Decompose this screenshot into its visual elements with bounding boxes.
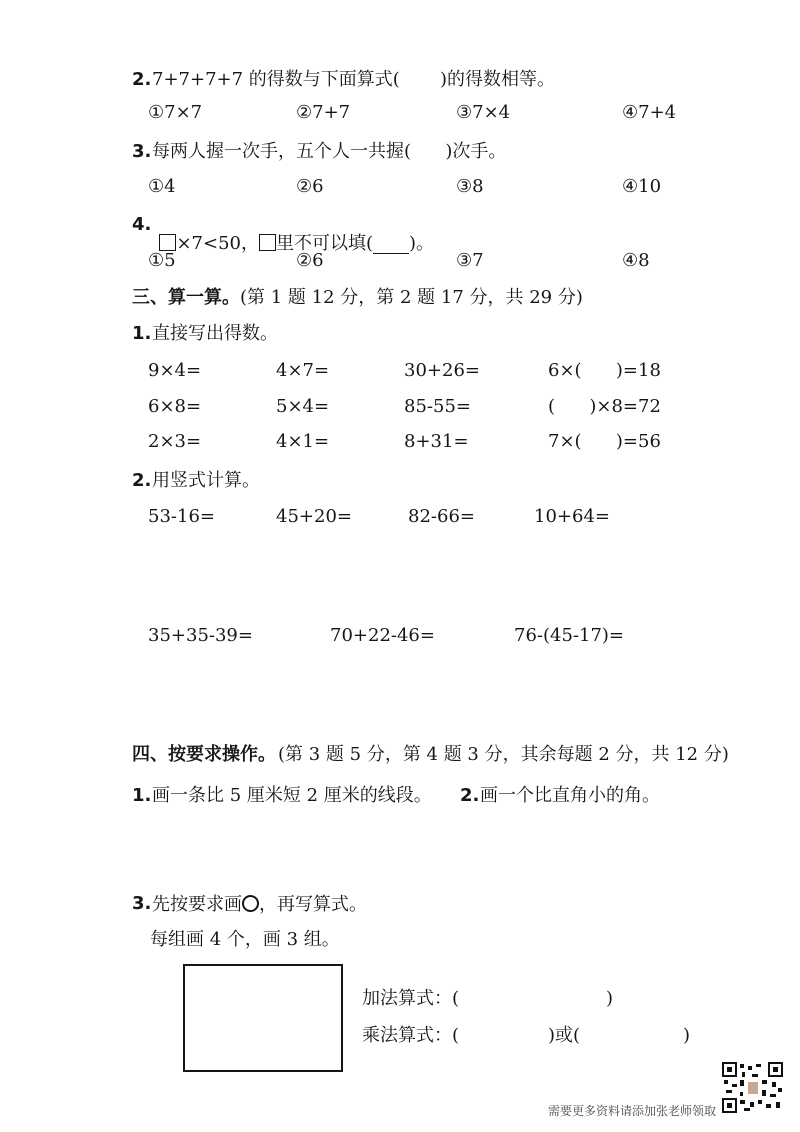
oral-calc: 4×1= [276,431,330,452]
vertical-calc: 10+64= [534,506,610,527]
oral-calc: ( )×8=72 [548,396,661,417]
oral-calc: 30+26= [404,360,480,381]
q3-option-1: ①4 [148,176,176,197]
q3-option-3: ③8 [456,176,484,197]
oral-calc: 7×( )=56 [548,431,661,452]
s3-p1-number: 1. [132,323,152,344]
vertical-calc: 45+20= [276,506,352,527]
q2-text-after: )的得数相等。 [440,69,556,90]
s3-p2-number: 2. [132,470,152,491]
section3-score: (第 1 题 12 分，第 2 题 17 分，共 29 分) [240,287,583,308]
oral-calc: 9×4= [148,360,202,381]
oral-calc: 6×( )=18 [548,360,661,381]
s4-p3-sub: 每组画 4 个，画 3 组。 [150,929,340,950]
blank-box-icon [159,234,176,251]
q4-option-1: ①5 [148,250,176,271]
vertical-calc: 70+22-46= [330,625,435,646]
footer-note: 需要更多资料请添加张老师领取 [548,1104,717,1118]
add-formula-close: ) [606,988,614,1009]
q4-option-4: ④8 [622,250,650,271]
q4-option-3: ③7 [456,250,484,271]
oral-calc: 6×8= [148,396,202,417]
q2-option-4: ④7+4 [622,102,677,123]
blank-box-icon [259,234,276,251]
q3-text: 每两人握一次手，五个人一共握( )次手。 [152,141,507,162]
q2-option-3: ③7×4 [456,102,511,123]
s4-p3-text-a: 先按要求画 [152,894,242,915]
add-formula-label: 加法算式：( [362,988,460,1009]
vertical-calc: 82-66= [408,506,475,527]
q4-number: 4. [132,214,152,235]
drawing-box[interactable] [183,964,343,1072]
oral-calc: 5×4= [276,396,330,417]
s3-p1-title: 直接写出得数。 [152,323,278,344]
q4-line [148,216,434,254]
vertical-calc: 35+35-39= [148,625,253,646]
mul-formula-label: 乘法算式：( [362,1025,460,1046]
oral-calc: 8+31= [404,431,469,452]
qr-code-icon [722,1062,784,1114]
s3-p2-title: 用竖式计算。 [152,470,260,491]
q3-number: 3. [132,141,152,162]
q2-option-2: ②7+7 [296,102,351,123]
q3-option-2: ②6 [296,176,324,197]
vertical-calc: 53-16= [148,506,215,527]
s4-p2-number: 2. [460,785,480,806]
section4-title: 四、按要求操作。 [132,744,276,765]
s4-p3-line [152,895,367,914]
mul-formula-close: ) [683,1025,691,1046]
oral-calc: 2×3= [148,431,202,452]
q3-option-4: ④10 [622,176,662,197]
q4-text-a: ×7<50， [176,233,259,254]
q4-text-b: 里不可以填( [275,233,374,254]
section3-title: 三、算一算。 [132,287,240,308]
s4-p2-text: 画一个比直角小的角。 [480,785,660,806]
oral-calc: 4×7= [276,360,330,381]
q4-text-c: )。 [409,233,435,254]
s4-p1-number: 1. [132,785,152,806]
oral-calc: 85-55= [404,396,471,417]
mul-formula-mid: )或( [548,1025,581,1046]
s4-p3-text-b: ，再写算式。 [259,894,367,915]
q4-option-2: ②6 [296,250,324,271]
s4-p3-number: 3. [132,893,152,914]
s4-p1-text: 画一条比 5 厘米短 2 厘米的线段。 [152,785,432,806]
circle-icon [242,895,259,912]
q2-option-1: ①7×7 [148,102,203,123]
vertical-calc: 76-(45-17)= [514,625,625,646]
q2-number: 2. [132,69,152,90]
q4-answer-blank [373,235,409,254]
section4-score: (第 3 题 5 分，第 4 题 3 分，其余每题 2 分，共 12 分) [278,744,729,765]
q2-text-before: 7+7+7+7 的得数与下面算式( [152,69,400,90]
